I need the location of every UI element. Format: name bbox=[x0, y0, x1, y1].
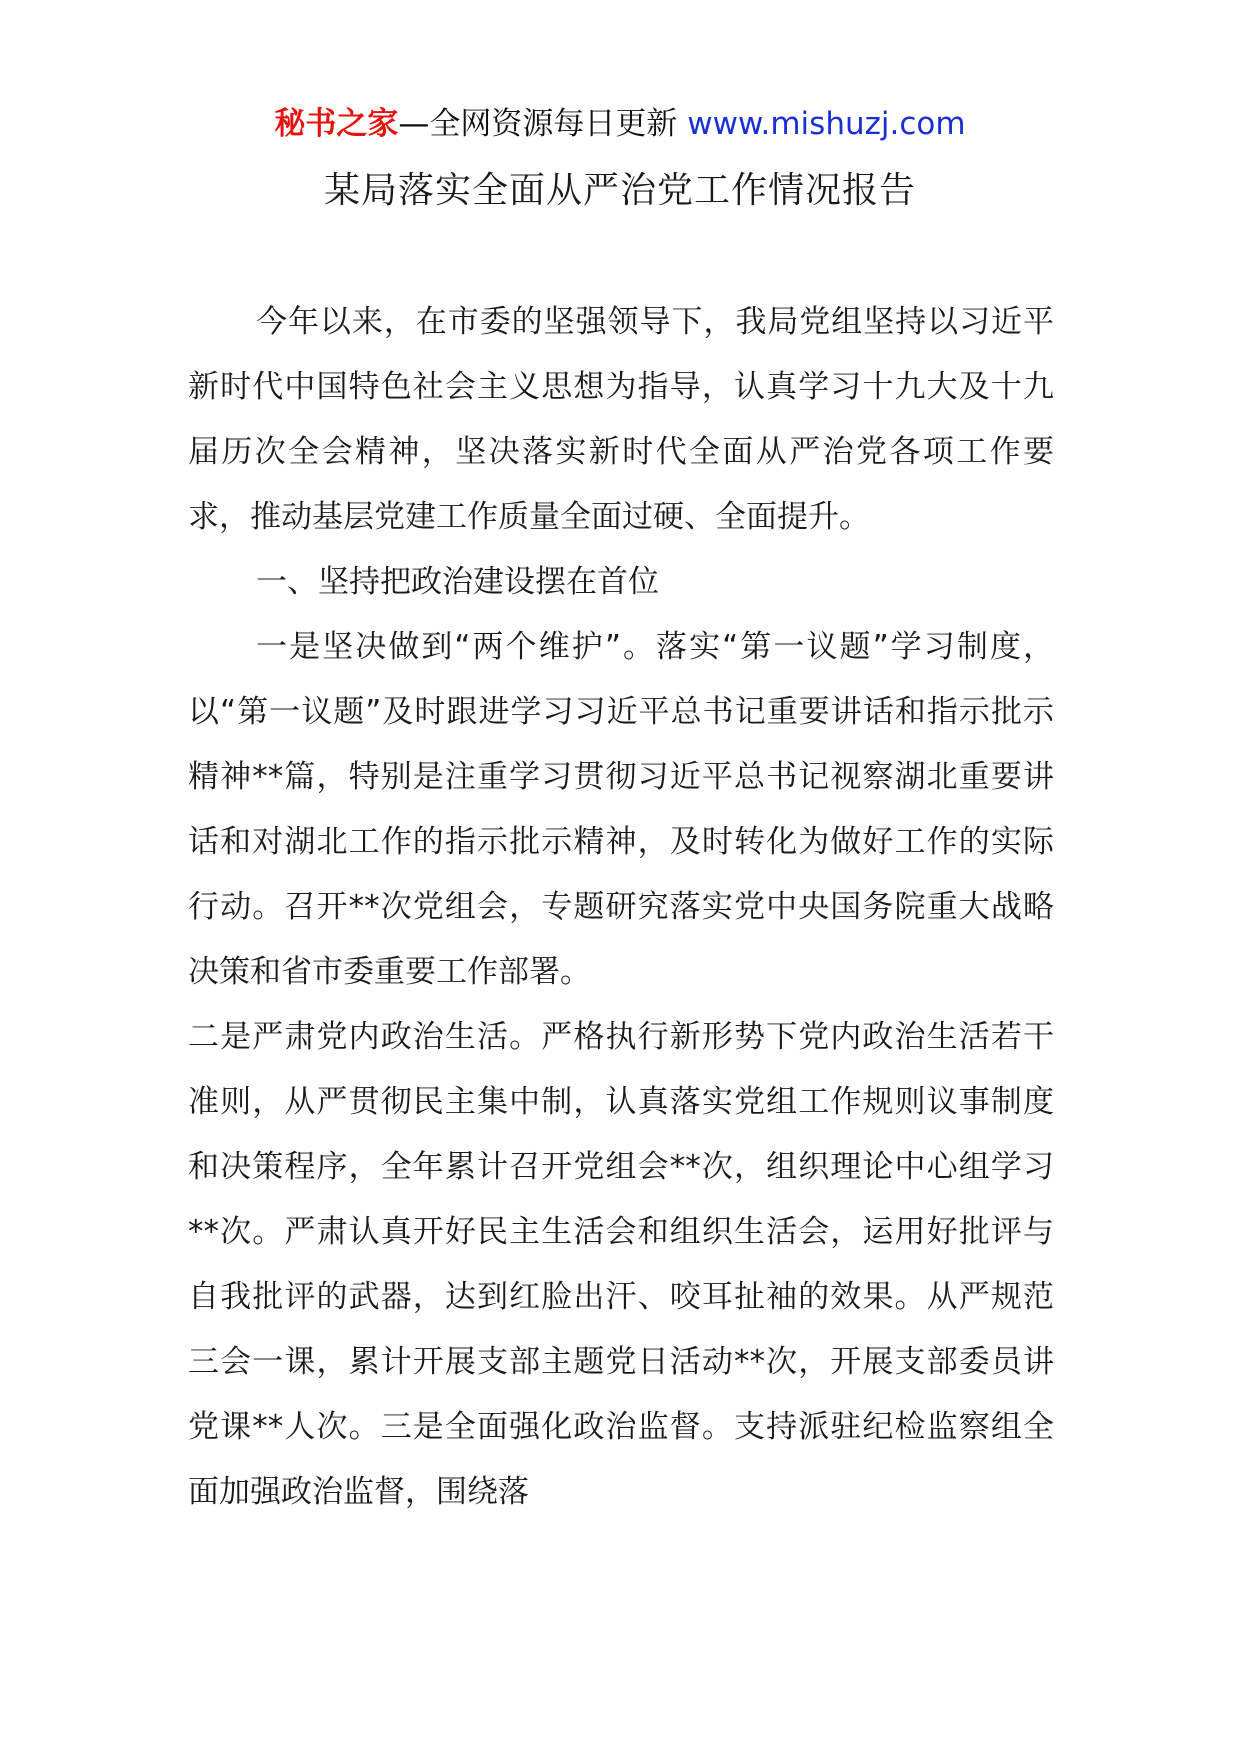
intro-paragraph: 今年以来，在市委的坚强领导下，我局党组坚持以习近平新时代中国特色社会主义思想为指导，认真学习十九大及十九届历次全会精神，坚决落实新时代全面从严治党各项工作要求，推动基层党建工作质量全面过硬、全面提升。 bbox=[188, 304, 1054, 535]
body-paragraph: 二是严肃党内政治生活。严格执行新形势下党内政治生活若干准则，从严贯彻民主集中制，认真落实党组工作规则议事制度和决策程序，全年累计召开党组会**次，组织理论中心组学习**次。严肃认真开好民主生活会和组织生活会，运用好批评与自我批评的武器，达到红脸出汗、咬耳扯袖的效果。从严规范三会一课，累计开展支部主题党日活动**次，开展支部委员讲党课**人次。三是全面强化政治监督。支持派驻纪检监察组全面加强政治监督，围绕落 bbox=[188, 1019, 1054, 1510]
brand-name: 秘书之家 bbox=[274, 106, 399, 142]
body-paragraph: 一是坚决做到“两个维护”。落实“第一议题”学习制度，以“第一议题”及时跟进学习习近平总书记重要讲话和指示批示精神**篇，特别是注重学习贯彻习近平总书记视察湖北重要讲话和对湖北工作的指示批示精神，及时转化为做好工作的实际行动。召开**次党组会，专题研究落实党中央国务院重大战略决策和省市委重要工作部署。 bbox=[188, 629, 1054, 990]
banner-slogan: —全网资源每日更新 bbox=[398, 106, 688, 142]
document-title: 某局落实全面从严治党工作情况报告 bbox=[323, 170, 916, 211]
document-body bbox=[188, 290, 1054, 1525]
site-banner bbox=[0, 104, 1240, 144]
site-url-link[interactable]: www.mishuzj.com bbox=[687, 106, 966, 142]
section-heading: 一、坚持把政治建设摆在首位 bbox=[256, 564, 659, 600]
